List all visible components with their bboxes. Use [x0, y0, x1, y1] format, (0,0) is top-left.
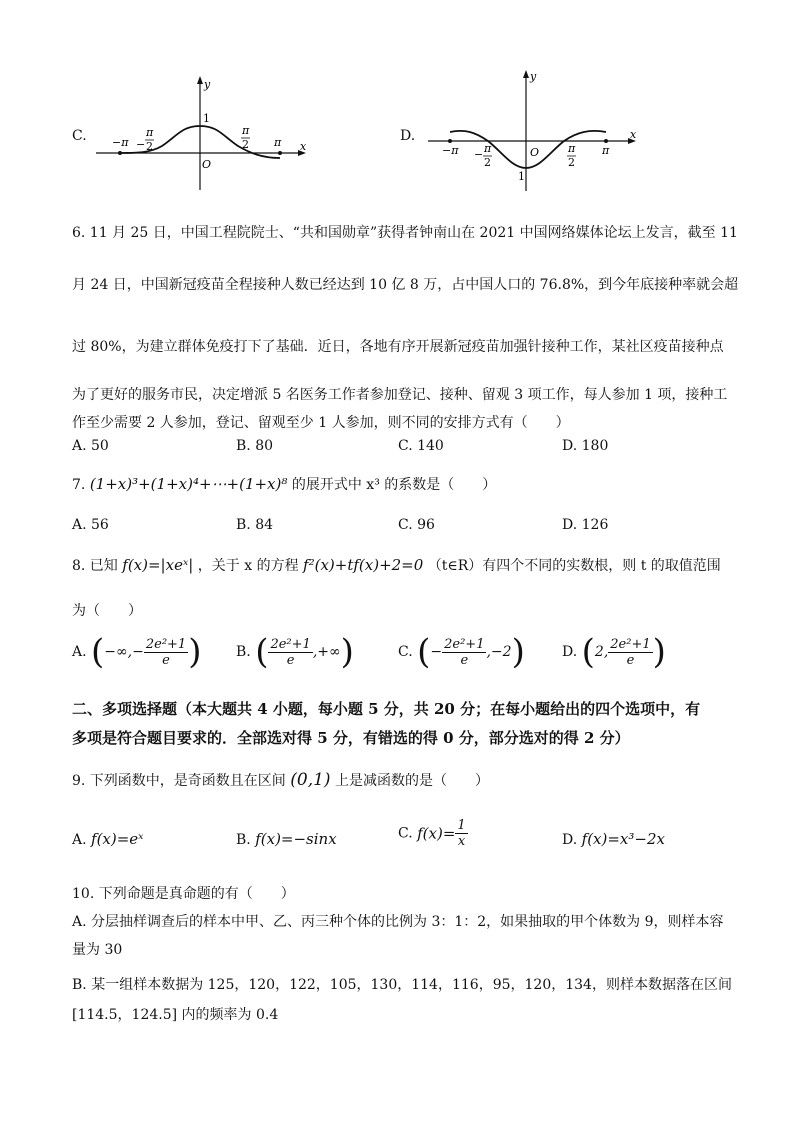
section-2-heading-line-2: 多项是符合题目要求的．全部选对得 5 分，有错选的得 0 分，部分选对的得 2 分）	[72, 729, 630, 747]
q6-line-3: 过 80%，为建立群体免疫打下了基础．近日，各地有序开展新冠疫苗加强针接种工作，某社区疫苗接种点	[72, 339, 724, 355]
option-c-label: C.	[72, 128, 87, 144]
q8-option-c[interactable]: C. (− $\frac{\text{2e²+1}}{e}$ ,−2)	[398, 632, 525, 672]
q9-option-a[interactable]: A. f(x)=eˣ	[72, 830, 144, 848]
q8-text-b: ，关于 x 的方程	[197, 558, 299, 574]
q10-option-a-line-1[interactable]: A. 分层抽样调查后的样本中甲、乙、丙三种个体的比例为 3：1：2，如果抽取的甲个体数为 9，则样本容	[72, 914, 724, 930]
neg-sign: −	[474, 148, 484, 161]
q8-function: f(x)=|xeˣ|	[122, 556, 194, 574]
q7-tail: 的展开式中 x³ 的系数是（ ）	[291, 477, 497, 493]
q6-option-b[interactable]: B. 80	[236, 438, 274, 454]
q6-line-2: 月 24 日，中国新冠疫苗全程接种人数已经达到 10 亿 8 万，占中国人口的 76.8%，到今年底接种率就会超	[72, 277, 739, 293]
pi-2-den: 2	[242, 138, 249, 151]
q6-line-5: 作至少需要 2 人参加，登记、留观至少 1 人参加，则不同的安排方式有（ ）	[72, 415, 570, 431]
q8-stem	[72, 555, 721, 575]
q7-option-b[interactable]: B. 84	[236, 517, 274, 533]
q10-option-b-line-2: [114.5，124.5] 内的频率为 0.4	[72, 1007, 279, 1023]
y-axis-arrow	[197, 76, 203, 84]
graph-option-d	[420, 66, 660, 196]
q7-expression: (1+x)³+(1+x)⁴+⋯+(1+x)⁸	[89, 475, 288, 493]
endpoint-left	[448, 139, 452, 143]
q9-option-b[interactable]: B. f(x)=−sinx	[236, 830, 337, 848]
endpoint-right	[604, 139, 608, 143]
q7-stem	[72, 474, 496, 494]
y-axis-label: y	[204, 78, 211, 91]
q9-stem: 9. 下列函数中，是奇函数且在区间 (0,1) 上是减函数的是（ ）	[72, 770, 490, 790]
section-2-heading-line-1: 二、多项选择题（本大题共 4 小题，每小题 5 分，共 20 分；在每小题给出的四个选项中，有	[72, 700, 701, 718]
neg-pi-label: −π	[442, 144, 459, 157]
pi-2-num: π	[568, 142, 576, 155]
q8-option-a[interactable]: A. (−∞,− $\frac{\text{2e²+1}}{e}$ )	[72, 632, 202, 672]
origin-label: O	[202, 158, 212, 171]
one-label: 1	[518, 170, 525, 183]
q6-option-d[interactable]: D. 180	[562, 438, 609, 454]
one-label: 1	[203, 112, 210, 125]
endpoint-right	[278, 151, 282, 155]
q8-equation: f²(x)+tf(x)+2=0	[303, 556, 424, 574]
q7-option-d[interactable]: D. 126	[562, 517, 609, 533]
q8-text-c: （t∈R）有四个不同的实数根，则 t 的取值范围	[427, 558, 721, 574]
option-d-label: D.	[400, 128, 416, 144]
y-axis-label: y	[530, 70, 537, 83]
neg-pi-2-den: 2	[146, 140, 153, 153]
q10-line-1: 10. 下列命题是真命题的有（ ）	[72, 886, 295, 902]
origin-label: O	[530, 146, 540, 159]
q10-option-b-line-1[interactable]: B. 某一组样本数据为 125，120，122，105，130，114，116，95，120，134，则样本数据落在区间	[72, 977, 732, 993]
neg-pi-label: −π	[112, 136, 129, 149]
q10-option-a-line-2: 量为 30	[72, 942, 123, 958]
q9-option-c[interactable]: C. f(x)= $\frac{1}{x}$	[398, 818, 466, 849]
q6-line-1: 6. 11 月 25 日，中国工程院院士、“共和国勋章”获得者钟南山在 2021 中国网络媒体论坛上发言，截至 11	[72, 225, 738, 241]
graph-option-c	[92, 70, 332, 200]
q8-line-2: 为（ ）	[72, 603, 142, 619]
neg-pi-2-den: 2	[484, 156, 491, 169]
neg-pi-2-num: π	[146, 126, 154, 139]
neg-sign: −	[136, 138, 146, 151]
q6-option-a[interactable]: A. 50	[72, 438, 109, 454]
q8-option-d[interactable]: D. (2, $\frac{\text{2e²+1}}{e}$ )	[562, 632, 666, 672]
pi-2-den: 2	[568, 156, 575, 169]
pi-2-num: π	[242, 124, 250, 137]
q7-option-c[interactable]: C. 96	[398, 517, 435, 533]
q9-option-d[interactable]: D. f(x)=x³−2x	[562, 830, 665, 848]
q7-option-a[interactable]: A. 56	[72, 517, 109, 533]
q9-interval: (0,1)	[290, 770, 331, 790]
q6-line-4: 为了更好的服务市民，决定增派 5 名医务工作者参加登记、接种、留观 3 项工作，每人参加 1 项，接种工	[72, 387, 728, 403]
neg-pi-2-num: π	[484, 142, 492, 155]
q7-number: 7.	[72, 477, 86, 493]
pi-label: π	[274, 136, 282, 149]
pi-label: π	[602, 144, 610, 157]
x-axis-label: x	[630, 128, 637, 141]
endpoint-left	[118, 151, 122, 155]
x-axis-label: x	[300, 140, 307, 153]
q6-option-c[interactable]: C. 140	[398, 438, 444, 454]
y-axis-arrow	[523, 70, 529, 78]
q8-text-a: 8. 已知	[72, 558, 118, 574]
q8-option-b[interactable]: B. ( $\frac{\text{2e²+1}}{e}$ ,+∞)	[236, 632, 354, 672]
